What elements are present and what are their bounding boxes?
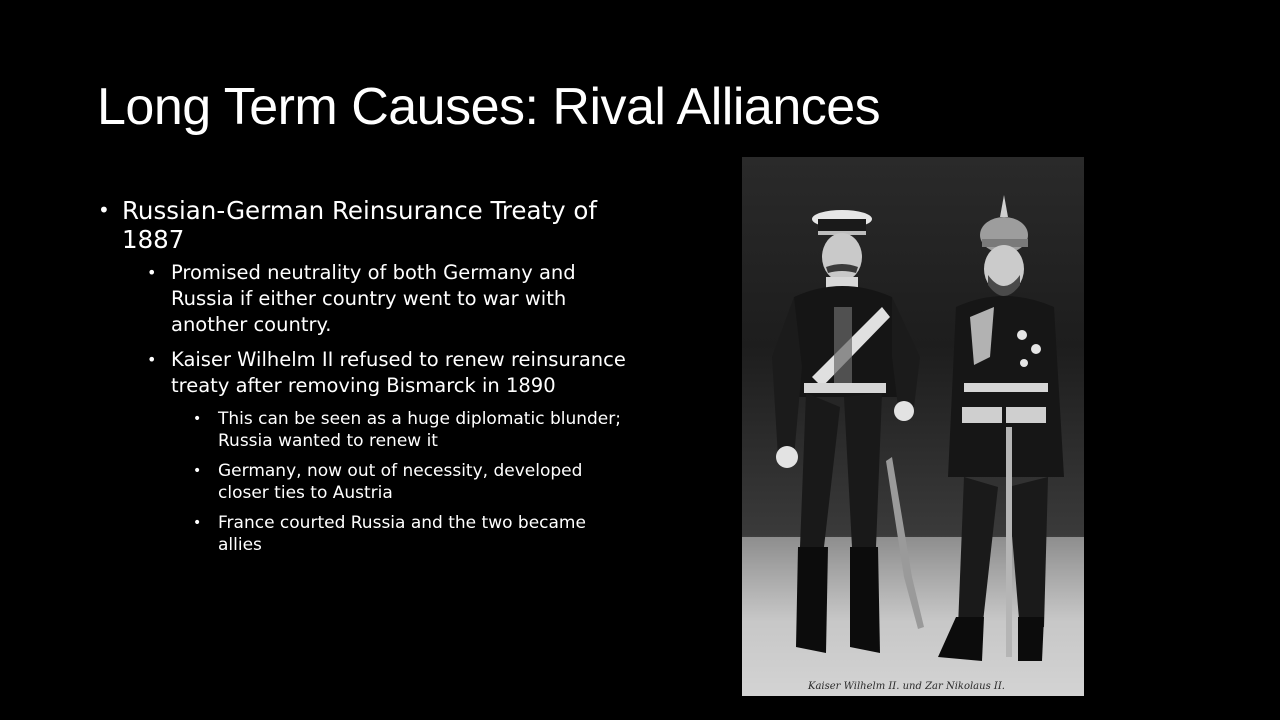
bullet-text: Kaiser Wilhelm II refused to renew reinsurance treaty after removing Bismarck in 1890 <box>171 348 626 397</box>
bullet-dot: • <box>147 263 157 282</box>
photo-illustration <box>742 157 1084 696</box>
bullet-text: This can be seen as a huge diplomatic blunder; Russia wanted to renew it <box>218 409 621 451</box>
bullet-level-3 <box>97 408 627 452</box>
bullet-text: France courted Russia and the two became allies <box>218 513 586 555</box>
bullet-dot: • <box>193 515 202 531</box>
bullet-level-2 <box>97 347 627 399</box>
bullet-level-3 <box>97 512 627 556</box>
bullet-level-3 <box>97 460 627 504</box>
bullet-dot: • <box>193 463 202 479</box>
bullet-dot: • <box>98 198 110 222</box>
bullet-dot: • <box>147 350 157 369</box>
bullet-dot: • <box>193 411 202 427</box>
photo-caption: Kaiser Wilhelm II. und Zar Nikolaus II. <box>808 681 1005 692</box>
historical-photo <box>742 157 1084 696</box>
bullet-level-2 <box>97 260 627 338</box>
slide-title: Long Term Causes: Rival Alliances <box>97 78 881 136</box>
bullet-text: Russian-German Reinsurance Treaty of 1887 <box>122 196 598 254</box>
bullet-level-1 <box>97 196 627 254</box>
bullet-text: Germany, now out of necessity, developed closer ties to Austria <box>218 461 583 503</box>
bullet-list <box>97 196 627 564</box>
bullet-text: Promised neutrality of both Germany and Russia if either country went to war with another country. <box>171 261 576 336</box>
